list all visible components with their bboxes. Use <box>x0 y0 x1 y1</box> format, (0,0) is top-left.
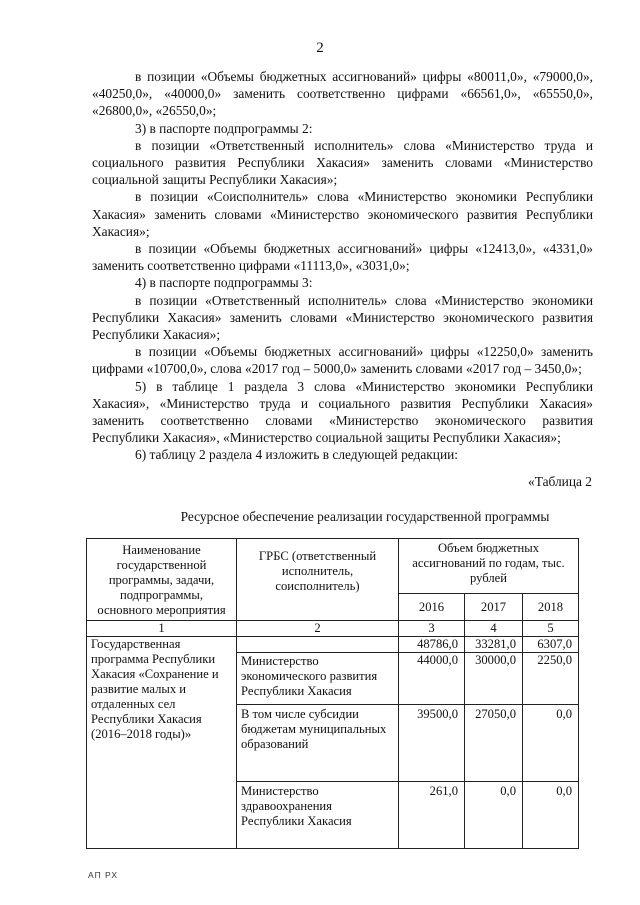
paragraph: 3) в паспорте подпрограммы 2: <box>135 120 313 136</box>
paragraph: 6) таблицу 2 раздела 4 изложить в следующей редакции: <box>135 447 459 463</box>
column-number: 1 <box>87 621 237 637</box>
grbs-cell: Министерство экономического развития Республики Хакасия <box>237 653 399 705</box>
grbs-cell <box>237 637 399 653</box>
grbs-cell: В том числе субсидии бюджетам муниципальных образований <box>237 705 399 782</box>
paragraph: 4) в паспорте подпрограммы 3: <box>135 275 313 291</box>
table-header-row <box>87 539 579 594</box>
value-cell: 33281,0 <box>465 637 523 653</box>
table-row <box>87 637 579 653</box>
value-cell: 30000,0 <box>465 653 523 705</box>
header-year: 2016 <box>399 594 465 621</box>
paragraph: в позиции «Ответственный исполнитель» слова «Министерство труда и социального развития Республики Хакасия» заменить словами «Министерство социальной защиты Республики Хакасия»; <box>92 137 593 188</box>
value-cell: 0,0 <box>465 782 523 849</box>
column-number: 3 <box>399 621 465 637</box>
header-year: 2017 <box>465 594 523 621</box>
paragraph: в позиции «Объемы бюджетных ассигнований» цифры «80011,0», «79000,0», «40250,0», «40000,0» заменить соответственно цифрами «66561,0», «65550,0», «26800,0», «26550,0»; <box>92 69 593 119</box>
paragraph: в позиции «Ответственный исполнитель» слова «Министерство экономики Республики Хакасия» заменить словами «Министерство экономического развития Республики Хакасия»; <box>92 292 593 343</box>
footer-mark: АП РХ <box>88 870 119 880</box>
value-cell: 6307,0 <box>523 637 579 653</box>
header-volume-column: Объем бюджетных ассигнований по годам, тыс. рублей <box>399 539 579 594</box>
value-cell: 44000,0 <box>399 653 465 705</box>
paragraph: в позиции «Объемы бюджетных ассигнований» цифры «12413,0», «4331,0» заменить соответственно цифрами «11113,0», «3031,0»; <box>92 241 593 274</box>
value-cell: 2250,0 <box>523 653 579 705</box>
value-cell: 0,0 <box>523 782 579 849</box>
column-number: 2 <box>237 621 399 637</box>
page-number: 2 <box>316 40 324 56</box>
value-cell: 0,0 <box>523 705 579 782</box>
column-number-row <box>87 621 579 637</box>
header-grbs-column: ГРБС (ответственный исполнитель, соисполнитель) <box>237 539 399 621</box>
program-name: Государственная программа Республики Хакасия «Сохранение и развитие малых и отдаленных сел Республики Хакасия (2016–2018 годы)» <box>87 637 237 849</box>
resource-table <box>86 538 579 849</box>
value-cell: 261,0 <box>399 782 465 849</box>
header-name-column: Наименование государственной программы, задачи, подпрограммы, основного мероприятия <box>87 539 237 621</box>
value-cell: 27050,0 <box>465 705 523 782</box>
table-caption: «Таблица 2 <box>528 474 592 489</box>
header-year: 2018 <box>523 594 579 621</box>
column-number: 4 <box>465 621 523 637</box>
paragraph: 5) в таблице 1 раздела 3 слова «Министерство экономики Республики Хакасия», «Министерство труда и социального развития Республики Хакасия» заменить соответственно словами «Министерство экономического развития Республики Хакасия», «Министерство социальной защиты Республики Хакасия»; <box>92 378 593 446</box>
paragraph: в позиции «Объемы бюджетных ассигнований» цифры «12250,0» заменить цифрами «10700,0», слова «2017 год – 5000,0» заменить словами «2017 год – 3450,0»; <box>92 344 593 377</box>
table-title: Ресурсное обеспечение реализации государственной программы <box>180 509 550 524</box>
grbs-cell: Министерство здравоохранения Республики Хакасия <box>237 782 399 849</box>
value-cell: 48786,0 <box>399 637 465 653</box>
body-text <box>92 68 593 464</box>
column-number: 5 <box>523 621 579 637</box>
paragraph: в позиции «Соисполнитель» слова «Министерство экономики Республики Хакасия» заменить словами «Министерство экономического развития Республики Хакасия»; <box>92 189 593 239</box>
value-cell: 39500,0 <box>399 705 465 782</box>
